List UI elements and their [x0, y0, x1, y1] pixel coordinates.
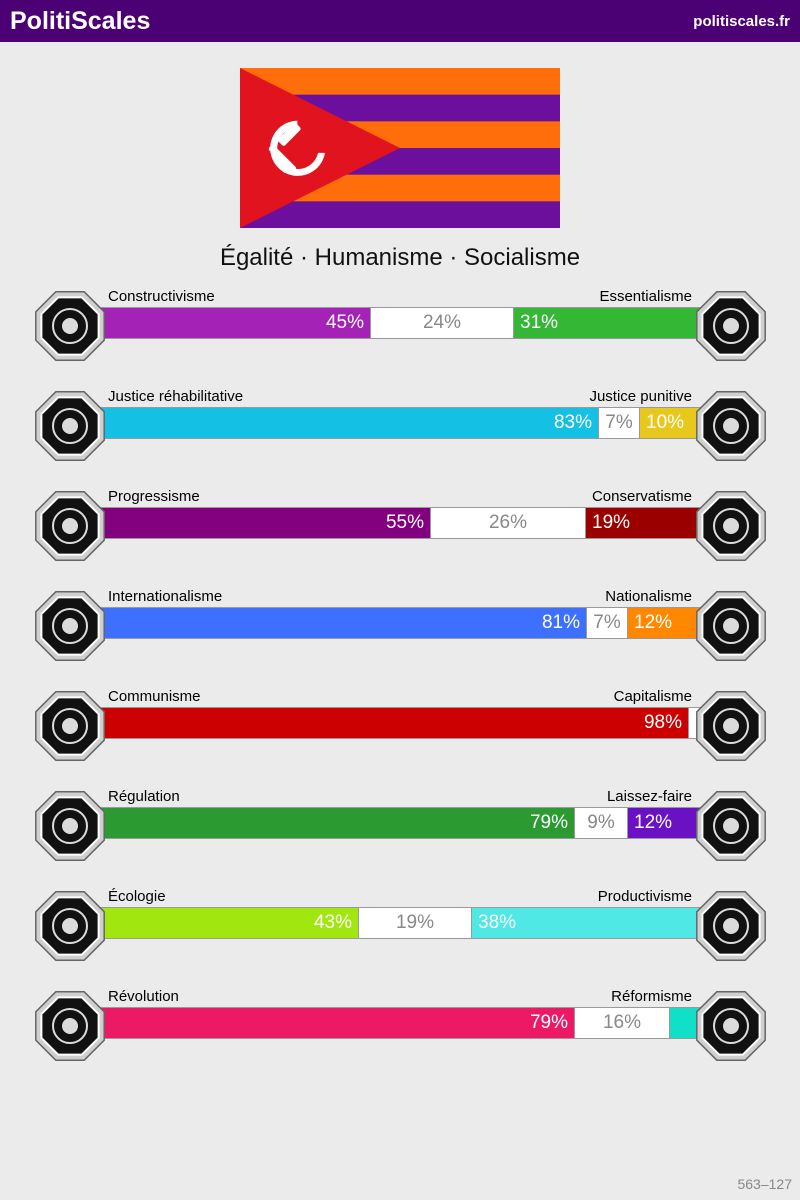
site-link[interactable]: politiscales.fr [693, 13, 790, 30]
axis-left-segment: 79% [100, 1008, 574, 1038]
flag-stripe [240, 201, 560, 228]
quill-pen-icon [693, 488, 769, 564]
axis-bar [100, 808, 700, 838]
axis-bar [100, 608, 700, 638]
money-bag-icon [693, 688, 769, 764]
axis-bar [100, 408, 700, 438]
axis-right-segment: 12% [628, 608, 700, 638]
axis-right-label: Laissez-faire [606, 788, 692, 805]
flag-stripe [240, 68, 560, 95]
axis-neutral-segment: 9% [574, 808, 628, 838]
axis-left-segment: 83% [100, 408, 598, 438]
result-flag [240, 68, 560, 228]
sprout-icon [32, 888, 108, 964]
axis-bar [100, 508, 700, 538]
handshake-icon [32, 388, 108, 464]
axis-left-label: Progressisme [108, 488, 200, 505]
axis-left-segment: 79% [100, 808, 574, 838]
axis-right-label: Productivisme [597, 888, 692, 905]
raised-fist-icon [32, 988, 108, 1064]
axis-row [0, 288, 800, 364]
globe-laurel-icon [32, 588, 108, 664]
prison-bars-icon [693, 388, 769, 464]
axis-right-segment: 12% [628, 808, 700, 838]
axis-right-segment: 19% [586, 508, 700, 538]
axis-left-label: Justice réhabilitative [108, 388, 244, 405]
axis-left-label: Communisme [108, 688, 201, 705]
axis-bar [100, 908, 700, 938]
axis-row [0, 488, 800, 564]
ruler-tools-icon [32, 788, 108, 864]
parliament-icon [693, 988, 769, 1064]
gear-factory-icon [693, 888, 769, 964]
axis-neutral-segment: 7% [586, 608, 628, 638]
spiral-web-icon [32, 288, 108, 364]
axis-right-label: Essentialisme [599, 288, 692, 305]
axis-right-label: Nationalisme [605, 588, 692, 605]
axis-right-segment: 10% [640, 408, 700, 438]
torch-hand-icon [32, 488, 108, 564]
axis-left-label: Écologie [108, 888, 166, 905]
slogan: Égalité · Humanisme · Socialisme [219, 244, 581, 271]
axis-right-segment: 38% [472, 908, 700, 938]
axis-bar [100, 1008, 700, 1038]
axis-left-segment: 81% [100, 608, 586, 638]
app-header [0, 0, 800, 42]
axis-row [0, 988, 800, 1064]
axis-right-label: Réformisme [611, 988, 692, 1005]
waving-flag-icon [693, 588, 769, 664]
axis-left-label: Internationalisme [108, 588, 223, 605]
axis-right-label: Capitalisme [613, 688, 692, 705]
axis-left-label: Régulation [108, 788, 180, 805]
axis-left-segment: 45% [100, 308, 370, 338]
axis-neutral-segment: 7% [598, 408, 640, 438]
axis-row [0, 388, 800, 464]
hammer-sickle-icon [32, 688, 108, 764]
axis-row [0, 688, 800, 764]
axis-right-label: Justice punitive [589, 388, 692, 405]
axis-left-segment: 98% [100, 708, 688, 738]
axis-row [0, 588, 800, 664]
axis-right-label: Conservatisme [591, 488, 692, 505]
result-code: 563–127 [737, 1176, 792, 1192]
axis-neutral-segment: 16% [574, 1008, 670, 1038]
axis-neutral-segment: 26% [430, 508, 586, 538]
axis-row [0, 788, 800, 864]
axis-neutral-segment: 24% [370, 308, 514, 338]
axis-left-segment: 55% [100, 508, 430, 538]
axis-neutral-segment: 19% [358, 908, 472, 938]
axis-right-segment: 31% [514, 308, 700, 338]
chrysanthemum-icon [693, 288, 769, 364]
axis-bar [100, 708, 700, 738]
brand-title[interactable]: PolitiScales [10, 7, 151, 35]
axis-left-label: Constructivisme [108, 288, 215, 305]
axis-row [0, 888, 800, 964]
butterflies-icon [693, 788, 769, 864]
axis-left-segment: 43% [100, 908, 358, 938]
axis-bar [100, 308, 700, 338]
axis-left-label: Révolution [108, 988, 179, 1005]
